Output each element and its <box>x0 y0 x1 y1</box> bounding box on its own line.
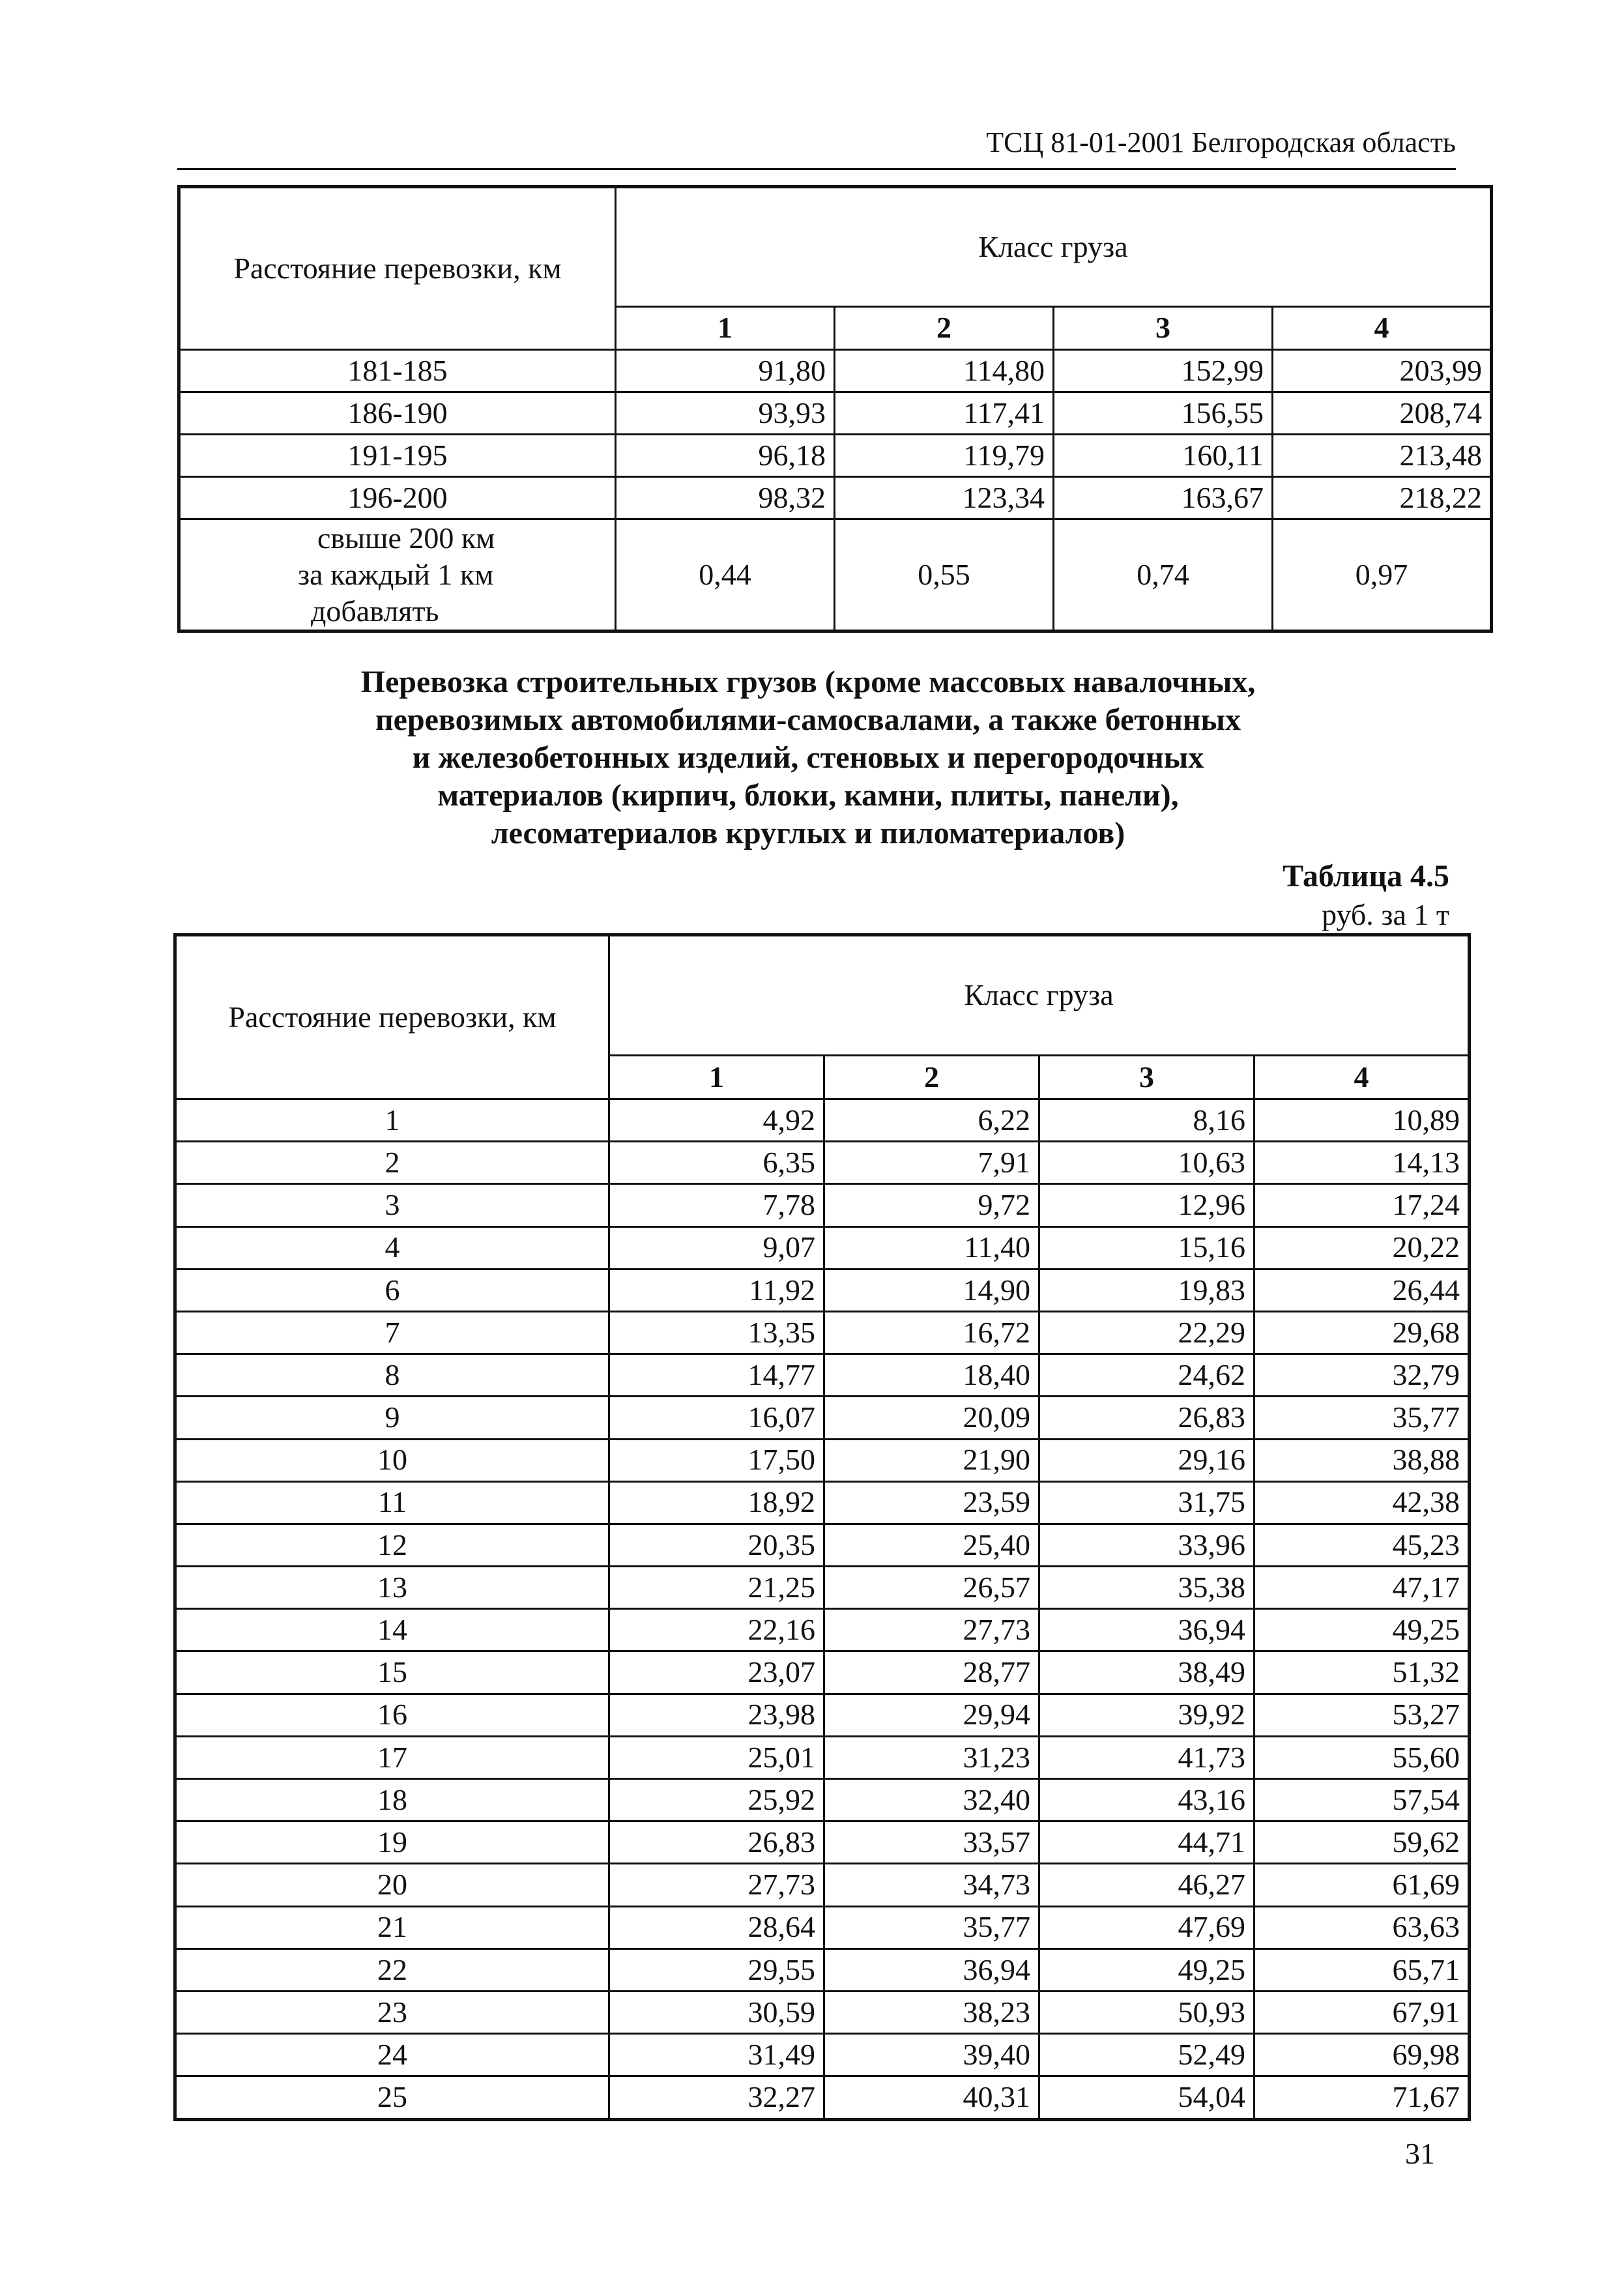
table-row <box>175 1311 1470 1354</box>
rate-cell: 16,72 <box>824 1311 1039 1354</box>
rates-table-4-5 <box>173 933 1471 2121</box>
table-row <box>175 1524 1470 1566</box>
rate-cell: 4,92 <box>609 1099 824 1142</box>
rate-cell: 38,49 <box>1039 1651 1254 1694</box>
table-row <box>175 1779 1470 1821</box>
rate-cell: 54,04 <box>1039 2076 1254 2119</box>
rate-cell: 25,01 <box>609 1736 824 1778</box>
table-row <box>175 2034 1470 2076</box>
table-row <box>175 1397 1470 1439</box>
table-unit: руб. за 1 т <box>1322 898 1449 931</box>
rate-cell: 35,38 <box>1039 1567 1254 1609</box>
distance-cell: 9 <box>175 1397 609 1439</box>
rate-cell: 27,73 <box>824 1609 1039 1651</box>
rate-cell: 35,77 <box>824 1906 1039 1949</box>
rate-cell: 32,79 <box>1254 1354 1470 1397</box>
rate-cell: 20,09 <box>824 1397 1039 1439</box>
rate-cell: 55,60 <box>1254 1736 1470 1778</box>
rate-cell: 27,73 <box>609 1864 824 1906</box>
rate-cell: 50,93 <box>1039 1991 1254 2033</box>
rate-cell: 114,80 <box>835 350 1054 392</box>
distance-cell: 14 <box>175 1609 609 1651</box>
rate-cell: 9,07 <box>609 1226 824 1269</box>
rate-cell: 33,57 <box>824 1821 1039 1864</box>
section-title-line: и железобетонных изделий, стеновых и перегородочных <box>412 740 1204 775</box>
rate-cell: 26,57 <box>824 1567 1039 1609</box>
rate-cell: 13,35 <box>609 1311 824 1354</box>
rate-cell: 119,79 <box>835 435 1054 477</box>
table-row <box>179 350 1492 392</box>
table-row <box>175 1651 1470 1694</box>
rate-cell: 20,35 <box>609 1524 824 1566</box>
rate-cell: 38,88 <box>1254 1439 1470 1481</box>
rate-cell: 53,27 <box>1254 1694 1470 1736</box>
column-header-cargo-class: Класс груза <box>616 187 1492 307</box>
rate-cell: 39,40 <box>824 2034 1039 2076</box>
rate-cell: 26,44 <box>1254 1269 1470 1311</box>
rate-cell: 59,62 <box>1254 1821 1470 1864</box>
rate-cell: 42,38 <box>1254 1481 1470 1524</box>
column-header-cargo-class: Класс груза <box>609 935 1470 1056</box>
distance-cell: 21 <box>175 1906 609 1949</box>
distance-cell: 196-200 <box>179 477 616 519</box>
table-row <box>175 1736 1470 1778</box>
rate-cell: 41,73 <box>1039 1736 1254 1778</box>
column-header-distance: Расстояние перевозки, км <box>175 935 609 1099</box>
rate-cell: 26,83 <box>1039 1397 1254 1439</box>
table-number: Таблица 4.5 <box>1283 859 1449 893</box>
rate-cell: 23,59 <box>824 1481 1039 1524</box>
rate-cell: 12,96 <box>1039 1184 1254 1226</box>
rate-cell: 21,25 <box>609 1567 824 1609</box>
rate-cell: 32,40 <box>824 1779 1039 1821</box>
rate-cell: 29,94 <box>824 1694 1039 1736</box>
rate-cell: 31,49 <box>609 2034 824 2076</box>
rate-cell: 218,22 <box>1273 477 1492 519</box>
rate-cell: 21,90 <box>824 1439 1039 1481</box>
section-title-line: лесоматериалов круглых и пиломатериалов) <box>491 816 1125 850</box>
table-row <box>175 1609 1470 1651</box>
table-row <box>175 1567 1470 1609</box>
distance-cell: 20 <box>175 1864 609 1906</box>
table-row <box>175 1949 1470 1991</box>
rate-cell: 7,91 <box>824 1142 1039 1184</box>
distance-cell: 18 <box>175 1779 609 1821</box>
section-title <box>326 663 1290 852</box>
rate-cell: 96,18 <box>616 435 835 477</box>
rate-cell: 61,69 <box>1254 1864 1470 1906</box>
rate-cell: 117,41 <box>835 392 1054 435</box>
rate-cell: 6,35 <box>609 1142 824 1184</box>
table-row <box>175 1184 1470 1226</box>
rate-cell: 30,59 <box>609 1991 824 2033</box>
rate-cell: 10,89 <box>1254 1099 1470 1142</box>
extra-label-line: свыше 200 км <box>317 521 495 555</box>
rate-cell: 71,67 <box>1254 2076 1470 2119</box>
rate-cell: 39,92 <box>1039 1694 1254 1736</box>
rate-cell: 0,74 <box>1054 519 1273 631</box>
rate-cell: 51,32 <box>1254 1651 1470 1694</box>
distance-cell: 17 <box>175 1736 609 1778</box>
table-row <box>175 1906 1470 1949</box>
rate-cell: 24,62 <box>1039 1354 1254 1397</box>
rate-cell: 34,73 <box>824 1864 1039 1906</box>
distance-cell: 12 <box>175 1524 609 1566</box>
rate-cell: 44,71 <box>1039 1821 1254 1864</box>
column-header-distance: Расстояние перевозки, км <box>179 187 616 350</box>
rate-cell: 57,54 <box>1254 1779 1470 1821</box>
distance-cell: 2 <box>175 1142 609 1184</box>
rate-cell: 14,13 <box>1254 1142 1470 1184</box>
rate-cell: 17,24 <box>1254 1184 1470 1226</box>
rate-cell: 25,92 <box>609 1779 824 1821</box>
page-header <box>177 125 1456 170</box>
table-row <box>179 392 1492 435</box>
rate-cell: 45,23 <box>1254 1524 1470 1566</box>
distance-cell: 15 <box>175 1651 609 1694</box>
rate-cell: 23,98 <box>609 1694 824 1736</box>
table-row <box>175 2076 1470 2119</box>
header-text: ТСЦ 81-01-2001 Белгородская область <box>986 126 1456 158</box>
table-row <box>175 1439 1470 1481</box>
page-number: 31 <box>1405 2137 1435 2170</box>
rate-cell: 152,99 <box>1054 350 1273 392</box>
extra-label-line: за каждый 1 км <box>298 558 494 591</box>
table-row <box>175 1269 1470 1311</box>
distance-cell: 19 <box>175 1821 609 1864</box>
extra-label-line: добавлять <box>311 594 439 628</box>
rate-cell: 52,49 <box>1039 2034 1254 2076</box>
rate-cell: 213,48 <box>1273 435 1492 477</box>
rate-cell: 47,17 <box>1254 1567 1470 1609</box>
rate-cell: 93,93 <box>616 392 835 435</box>
rate-cell: 15,16 <box>1039 1226 1254 1269</box>
distance-cell: 13 <box>175 1567 609 1609</box>
cargo-class-3: 3 <box>1039 1056 1254 1099</box>
rate-cell: 49,25 <box>1039 1949 1254 1991</box>
rate-cell: 9,72 <box>824 1184 1039 1226</box>
distance-cell: 24 <box>175 2034 609 2076</box>
rate-cell: 33,96 <box>1039 1524 1254 1566</box>
distance-cell: 16 <box>175 1694 609 1736</box>
rate-cell: 156,55 <box>1054 392 1273 435</box>
rate-cell: 7,78 <box>609 1184 824 1226</box>
rates-table-continued <box>177 185 1493 633</box>
rate-cell: 29,16 <box>1039 1439 1254 1481</box>
rate-cell: 20,22 <box>1254 1226 1470 1269</box>
distance-cell: 1 <box>175 1099 609 1142</box>
table-row <box>175 1099 1470 1142</box>
distance-cell: 10 <box>175 1439 609 1481</box>
rate-cell: 160,11 <box>1054 435 1273 477</box>
distance-cell: 6 <box>175 1269 609 1311</box>
rate-cell: 18,92 <box>609 1481 824 1524</box>
rate-cell: 31,23 <box>824 1736 1039 1778</box>
rate-cell: 163,67 <box>1054 477 1273 519</box>
distance-cell: 8 <box>175 1354 609 1397</box>
cargo-class-4: 4 <box>1273 306 1492 349</box>
extra-distance-label <box>179 519 616 631</box>
distance-cell: 23 <box>175 1991 609 2033</box>
rate-cell: 91,80 <box>616 350 835 392</box>
table-row <box>175 1991 1470 2033</box>
rate-cell: 28,77 <box>824 1651 1039 1694</box>
rate-cell: 67,91 <box>1254 1991 1470 2033</box>
rate-cell: 49,25 <box>1254 1609 1470 1651</box>
distance-cell: 3 <box>175 1184 609 1226</box>
rate-cell: 32,27 <box>609 2076 824 2119</box>
rate-cell: 22,16 <box>609 1609 824 1651</box>
rate-cell: 208,74 <box>1273 392 1492 435</box>
cargo-class-2: 2 <box>824 1056 1039 1099</box>
rate-cell: 36,94 <box>824 1949 1039 1991</box>
rate-cell: 35,77 <box>1254 1397 1470 1439</box>
cargo-class-1: 1 <box>616 306 835 349</box>
distance-cell: 191-195 <box>179 435 616 477</box>
rate-cell: 11,40 <box>824 1226 1039 1269</box>
rate-cell: 6,22 <box>824 1099 1039 1142</box>
table-row <box>175 1481 1470 1524</box>
table-row <box>175 1226 1470 1269</box>
table-row <box>175 1694 1470 1736</box>
rate-cell: 16,07 <box>609 1397 824 1439</box>
cargo-class-1: 1 <box>609 1056 824 1099</box>
cargo-class-2: 2 <box>835 306 1054 349</box>
rate-cell: 14,77 <box>609 1354 824 1397</box>
distance-cell: 25 <box>175 2076 609 2119</box>
rate-cell: 0,55 <box>835 519 1054 631</box>
rate-cell: 10,63 <box>1039 1142 1254 1184</box>
distance-cell: 186-190 <box>179 392 616 435</box>
section-title-line: материалов (кирпич, блоки, камни, плиты, панели), <box>437 778 1179 813</box>
rate-cell: 46,27 <box>1039 1864 1254 1906</box>
table-row <box>175 1864 1470 1906</box>
rate-cell: 40,31 <box>824 2076 1039 2119</box>
distance-cell: 22 <box>175 1949 609 1991</box>
table-row <box>175 1354 1470 1397</box>
rate-cell: 69,98 <box>1254 2034 1470 2076</box>
rate-cell: 18,40 <box>824 1354 1039 1397</box>
rate-cell: 31,75 <box>1039 1481 1254 1524</box>
rate-cell: 43,16 <box>1039 1779 1254 1821</box>
rate-cell: 25,40 <box>824 1524 1039 1566</box>
rate-cell: 47,69 <box>1039 1906 1254 1949</box>
rate-cell: 22,29 <box>1039 1311 1254 1354</box>
rate-cell: 11,92 <box>609 1269 824 1311</box>
table-row <box>175 1142 1470 1184</box>
rate-cell: 29,68 <box>1254 1311 1470 1354</box>
table-row <box>179 477 1492 519</box>
distance-cell: 7 <box>175 1311 609 1354</box>
rate-cell: 19,83 <box>1039 1269 1254 1311</box>
distance-cell: 181-185 <box>179 350 616 392</box>
rate-cell: 14,90 <box>824 1269 1039 1311</box>
rate-cell: 28,64 <box>609 1906 824 1949</box>
rate-cell: 36,94 <box>1039 1609 1254 1651</box>
rate-cell: 0,44 <box>616 519 835 631</box>
section-title-line: перевозимых автомобилями-самосвалами, а также бетонных <box>375 703 1241 737</box>
rate-cell: 29,55 <box>609 1949 824 1991</box>
rate-cell: 203,99 <box>1273 350 1492 392</box>
rate-cell: 123,34 <box>835 477 1054 519</box>
distance-cell: 4 <box>175 1226 609 1269</box>
rate-cell: 65,71 <box>1254 1949 1470 1991</box>
cargo-class-4: 4 <box>1254 1056 1470 1099</box>
section-title-line: Перевозка строительных грузов (кроме массовых навалочных, <box>360 665 1256 699</box>
rate-cell: 38,23 <box>824 1991 1039 2033</box>
table-row <box>179 435 1492 477</box>
rate-cell: 23,07 <box>609 1651 824 1694</box>
rate-cell: 8,16 <box>1039 1099 1254 1142</box>
rate-cell: 98,32 <box>616 477 835 519</box>
table-row-extra <box>179 519 1492 631</box>
rate-cell: 17,50 <box>609 1439 824 1481</box>
rate-cell: 63,63 <box>1254 1906 1470 1949</box>
table-row <box>175 1821 1470 1864</box>
rate-cell: 26,83 <box>609 1821 824 1864</box>
distance-cell: 11 <box>175 1481 609 1524</box>
cargo-class-3: 3 <box>1054 306 1273 349</box>
rate-cell: 0,97 <box>1273 519 1492 631</box>
